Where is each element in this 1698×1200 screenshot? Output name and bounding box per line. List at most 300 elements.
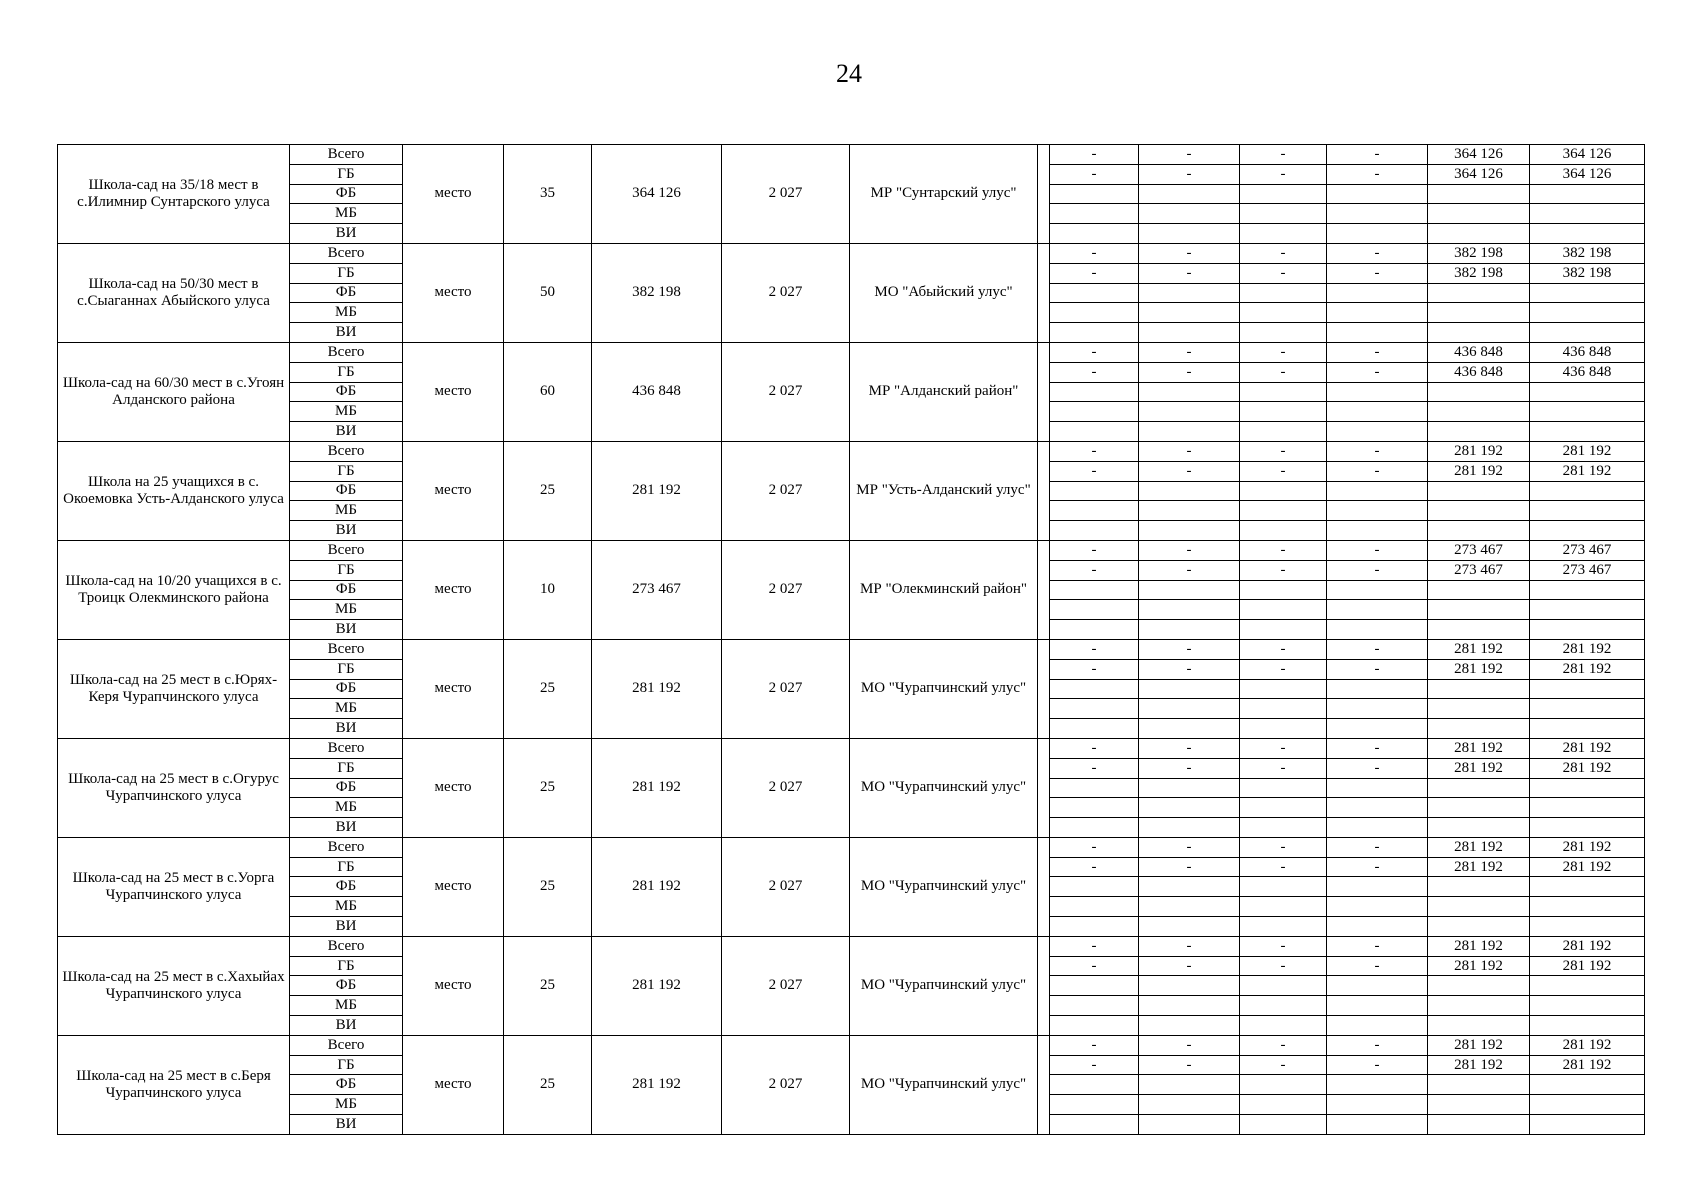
value-cell: 281 192 [1428, 441, 1530, 461]
value-cell [1428, 1075, 1530, 1095]
value-cell [1530, 600, 1645, 620]
value-cell [1530, 818, 1645, 838]
value-cell [1050, 917, 1139, 937]
value-cell [1050, 1075, 1139, 1095]
cost-cell: 281 192 [592, 936, 722, 1035]
table-row [58, 837, 1645, 857]
value-cell [1327, 521, 1428, 541]
value-cell: 436 848 [1530, 362, 1645, 382]
value-cell [1240, 323, 1327, 343]
value-cell [1428, 402, 1530, 422]
value-cell: 281 192 [1530, 441, 1645, 461]
value-cell: 382 198 [1428, 263, 1530, 283]
year-cell: 2 027 [722, 243, 850, 342]
value-cell [1428, 897, 1530, 917]
value-cell [1530, 283, 1645, 303]
value-cell [1530, 204, 1645, 224]
value-cell: - [1240, 362, 1327, 382]
capacity-cell: 25 [504, 639, 592, 738]
fund-source-label: МБ [290, 996, 403, 1016]
fund-source-label: ВИ [290, 620, 403, 640]
fund-source-label: ФБ [290, 283, 403, 303]
value-cell [1050, 224, 1139, 244]
page-number: 24 [836, 59, 862, 88]
value-cell: - [1139, 145, 1240, 165]
value-cell: - [1050, 263, 1139, 283]
fund-source-label: Всего [290, 639, 403, 659]
value-cell: 281 192 [1530, 1035, 1645, 1055]
value-cell [1530, 620, 1645, 640]
cost-cell: 281 192 [592, 837, 722, 936]
value-cell [1327, 719, 1428, 739]
value-cell: - [1240, 243, 1327, 263]
value-cell [1240, 679, 1327, 699]
municipality-cell: МР "Олекминский район" [850, 540, 1038, 639]
value-cell [1240, 778, 1327, 798]
value-cell [1139, 897, 1240, 917]
cost-cell: 281 192 [592, 1035, 722, 1134]
value-cell: 281 192 [1530, 936, 1645, 956]
unit-cell: место [403, 639, 504, 738]
value-cell: - [1327, 362, 1428, 382]
value-cell [1050, 818, 1139, 838]
value-cell [1428, 620, 1530, 640]
value-cell: - [1327, 956, 1428, 976]
cost-cell: 364 126 [592, 145, 722, 244]
value-cell [1139, 422, 1240, 442]
value-cell [1240, 620, 1327, 640]
year-cell: 2 027 [722, 738, 850, 837]
value-cell [1240, 699, 1327, 719]
value-cell: - [1050, 243, 1139, 263]
value-cell [1050, 600, 1139, 620]
capacity-cell: 35 [504, 145, 592, 244]
value-cell [1139, 877, 1240, 897]
value-cell [1428, 580, 1530, 600]
value-cell: 281 192 [1428, 738, 1530, 758]
value-cell [1327, 699, 1428, 719]
value-cell [1240, 382, 1327, 402]
value-cell [1327, 1016, 1428, 1036]
table-row [58, 342, 1645, 362]
value-cell: 281 192 [1530, 738, 1645, 758]
value-cell: - [1240, 342, 1327, 362]
value-cell: - [1139, 243, 1240, 263]
municipality-cell: МР "Алданский район" [850, 342, 1038, 441]
value-cell [1240, 204, 1327, 224]
value-cell [1050, 303, 1139, 323]
table-row [58, 639, 1645, 659]
value-cell [1050, 323, 1139, 343]
capacity-cell: 25 [504, 441, 592, 540]
value-cell: - [1050, 956, 1139, 976]
value-cell [1240, 1016, 1327, 1036]
fund-source-label: ГБ [290, 1055, 403, 1075]
column-separator [1038, 639, 1050, 738]
value-cell: 436 848 [1428, 362, 1530, 382]
value-cell [1428, 224, 1530, 244]
value-cell: - [1240, 758, 1327, 778]
value-cell [1139, 1016, 1240, 1036]
value-cell [1050, 1095, 1139, 1115]
value-cell: - [1139, 1055, 1240, 1075]
value-cell: - [1240, 263, 1327, 283]
value-cell [1050, 580, 1139, 600]
cost-cell: 436 848 [592, 342, 722, 441]
year-cell: 2 027 [722, 1035, 850, 1134]
fund-source-label: МБ [290, 501, 403, 521]
value-cell [1530, 382, 1645, 402]
value-cell [1428, 481, 1530, 501]
value-cell [1327, 996, 1428, 1016]
value-cell: - [1050, 145, 1139, 165]
value-cell [1327, 600, 1428, 620]
value-cell [1240, 877, 1327, 897]
value-cell [1428, 699, 1530, 719]
year-cell: 2 027 [722, 145, 850, 244]
column-separator [1038, 738, 1050, 837]
value-cell [1050, 283, 1139, 303]
project-name-cell: Школа-сад на 50/30 мест в с.Сыаганнах Абыйского улуса [58, 243, 290, 342]
fund-source-label: ГБ [290, 164, 403, 184]
value-cell [1240, 184, 1327, 204]
value-cell [1050, 521, 1139, 541]
value-cell [1530, 323, 1645, 343]
year-cell: 2 027 [722, 540, 850, 639]
value-cell [1139, 996, 1240, 1016]
value-cell: - [1240, 560, 1327, 580]
value-cell [1428, 877, 1530, 897]
value-cell: 382 198 [1530, 243, 1645, 263]
value-cell: - [1327, 936, 1428, 956]
value-cell [1428, 818, 1530, 838]
value-cell: 281 192 [1530, 857, 1645, 877]
value-cell: - [1139, 342, 1240, 362]
unit-cell: место [403, 441, 504, 540]
value-cell [1139, 1075, 1240, 1095]
value-cell [1327, 798, 1428, 818]
value-cell: - [1139, 362, 1240, 382]
value-cell: - [1240, 461, 1327, 481]
value-cell: - [1139, 639, 1240, 659]
value-cell: - [1139, 461, 1240, 481]
value-cell: - [1139, 738, 1240, 758]
fund-source-label: МБ [290, 204, 403, 224]
column-separator [1038, 145, 1050, 244]
value-cell [1139, 323, 1240, 343]
unit-cell: место [403, 936, 504, 1035]
value-cell: - [1240, 145, 1327, 165]
value-cell [1240, 521, 1327, 541]
value-cell: - [1327, 659, 1428, 679]
value-cell [1327, 877, 1428, 897]
value-cell: 281 192 [1530, 837, 1645, 857]
value-cell [1327, 1095, 1428, 1115]
value-cell: 281 192 [1428, 1035, 1530, 1055]
value-cell [1050, 798, 1139, 818]
value-cell: - [1240, 837, 1327, 857]
value-cell [1327, 422, 1428, 442]
value-cell: - [1050, 1035, 1139, 1055]
value-cell: 281 192 [1530, 659, 1645, 679]
value-cell [1530, 798, 1645, 818]
value-cell [1050, 996, 1139, 1016]
value-cell: - [1240, 164, 1327, 184]
value-cell: - [1050, 758, 1139, 778]
fund-source-label: ФБ [290, 679, 403, 699]
value-cell [1240, 580, 1327, 600]
value-cell [1139, 917, 1240, 937]
value-cell [1530, 521, 1645, 541]
value-cell: 273 467 [1428, 540, 1530, 560]
fund-source-label: Всего [290, 342, 403, 362]
value-cell [1327, 184, 1428, 204]
value-cell: 382 198 [1530, 263, 1645, 283]
value-cell: - [1327, 540, 1428, 560]
value-cell [1050, 382, 1139, 402]
value-cell [1327, 917, 1428, 937]
value-cell: 281 192 [1428, 956, 1530, 976]
value-cell [1428, 323, 1530, 343]
value-cell: - [1240, 857, 1327, 877]
table-row [58, 936, 1645, 956]
column-separator [1038, 441, 1050, 540]
value-cell: - [1050, 837, 1139, 857]
project-name-cell: Школа-сад на 10/20 учащихся в с. Троицк Олекминского района [58, 540, 290, 639]
value-cell [1139, 402, 1240, 422]
value-cell: 273 467 [1530, 540, 1645, 560]
column-separator [1038, 243, 1050, 342]
value-cell [1240, 481, 1327, 501]
fund-source-label: ГБ [290, 362, 403, 382]
table-row [58, 540, 1645, 560]
unit-cell: место [403, 145, 504, 244]
year-cell: 2 027 [722, 639, 850, 738]
value-cell [1240, 224, 1327, 244]
value-cell: 364 126 [1530, 145, 1645, 165]
value-cell [1327, 679, 1428, 699]
value-cell [1530, 402, 1645, 422]
value-cell [1139, 1095, 1240, 1115]
value-cell [1139, 184, 1240, 204]
table-row [58, 441, 1645, 461]
value-cell [1139, 719, 1240, 739]
value-cell [1327, 976, 1428, 996]
value-cell [1139, 283, 1240, 303]
value-cell [1050, 897, 1139, 917]
value-cell [1139, 620, 1240, 640]
value-cell [1327, 818, 1428, 838]
value-cell [1428, 976, 1530, 996]
value-cell: 281 192 [1428, 659, 1530, 679]
value-cell [1240, 719, 1327, 739]
value-cell [1240, 283, 1327, 303]
municipality-cell: МР "Усть-Алданский улус" [850, 441, 1038, 540]
value-cell [1327, 778, 1428, 798]
value-cell [1050, 481, 1139, 501]
fund-source-label: ВИ [290, 521, 403, 541]
value-cell [1240, 1075, 1327, 1095]
value-cell [1327, 283, 1428, 303]
value-cell: - [1139, 857, 1240, 877]
fund-source-label: ФБ [290, 184, 403, 204]
fund-source-label: МБ [290, 402, 403, 422]
value-cell [1530, 422, 1645, 442]
value-cell [1050, 778, 1139, 798]
fund-source-label: ГБ [290, 758, 403, 778]
value-cell [1530, 699, 1645, 719]
value-cell: - [1050, 164, 1139, 184]
value-cell [1428, 719, 1530, 739]
value-cell [1139, 204, 1240, 224]
project-name-cell: Школа-сад на 25 мест в с.Беря Чурапчинского улуса [58, 1035, 290, 1134]
value-cell [1428, 1016, 1530, 1036]
year-cell: 2 027 [722, 441, 850, 540]
value-cell [1050, 204, 1139, 224]
value-cell: - [1050, 738, 1139, 758]
fund-source-label: ВИ [290, 224, 403, 244]
fund-source-label: ГБ [290, 857, 403, 877]
value-cell [1139, 818, 1240, 838]
unit-cell: место [403, 243, 504, 342]
value-cell [1327, 501, 1428, 521]
value-cell [1139, 521, 1240, 541]
value-cell [1530, 917, 1645, 937]
project-name-cell: Школа-сад на 60/30 мест в с.Угоян Алданского района [58, 342, 290, 441]
cost-cell: 281 192 [592, 738, 722, 837]
value-cell [1530, 1095, 1645, 1115]
value-cell [1530, 778, 1645, 798]
value-cell: - [1050, 362, 1139, 382]
fund-source-label: Всего [290, 441, 403, 461]
value-cell: 364 126 [1530, 164, 1645, 184]
cost-cell: 281 192 [592, 639, 722, 738]
value-cell: - [1240, 936, 1327, 956]
value-cell: 281 192 [1530, 956, 1645, 976]
fund-source-label: ФБ [290, 580, 403, 600]
table-row [58, 145, 1645, 165]
municipality-cell: МО "Чурапчинский улус" [850, 1035, 1038, 1134]
value-cell [1139, 382, 1240, 402]
fund-source-label: МБ [290, 699, 403, 719]
value-cell [1240, 402, 1327, 422]
value-cell [1428, 283, 1530, 303]
fund-source-label: МБ [290, 897, 403, 917]
value-cell: 382 198 [1428, 243, 1530, 263]
value-cell [1428, 184, 1530, 204]
capacity-cell: 60 [504, 342, 592, 441]
capacity-cell: 50 [504, 243, 592, 342]
fund-source-label: Всего [290, 145, 403, 165]
value-cell [1139, 699, 1240, 719]
fund-source-label: Всего [290, 936, 403, 956]
value-cell: - [1327, 837, 1428, 857]
value-cell [1530, 1016, 1645, 1036]
value-cell [1530, 501, 1645, 521]
fund-source-label: МБ [290, 1095, 403, 1115]
value-cell: 364 126 [1428, 145, 1530, 165]
value-cell [1530, 719, 1645, 739]
year-cell: 2 027 [722, 837, 850, 936]
value-cell [1530, 184, 1645, 204]
value-cell: - [1139, 837, 1240, 857]
unit-cell: место [403, 738, 504, 837]
value-cell: - [1139, 164, 1240, 184]
value-cell: - [1139, 540, 1240, 560]
value-cell [1050, 877, 1139, 897]
fund-source-label: ФБ [290, 481, 403, 501]
value-cell: 273 467 [1428, 560, 1530, 580]
value-cell [1050, 620, 1139, 640]
fund-source-label: ФБ [290, 1075, 403, 1095]
value-cell: - [1327, 560, 1428, 580]
value-cell: - [1139, 659, 1240, 679]
value-cell [1428, 600, 1530, 620]
value-cell [1050, 184, 1139, 204]
value-cell [1139, 303, 1240, 323]
capacity-cell: 25 [504, 936, 592, 1035]
fund-source-label: ВИ [290, 1115, 403, 1135]
value-cell [1240, 897, 1327, 917]
capacity-cell: 25 [504, 837, 592, 936]
fund-source-label: ФБ [290, 976, 403, 996]
value-cell [1428, 303, 1530, 323]
value-cell: - [1139, 956, 1240, 976]
value-cell: - [1050, 639, 1139, 659]
municipality-cell: МО "Чурапчинский улус" [850, 639, 1038, 738]
value-cell: - [1050, 936, 1139, 956]
table-row [58, 1035, 1645, 1055]
value-cell: - [1327, 639, 1428, 659]
value-cell: - [1240, 738, 1327, 758]
fund-source-label: МБ [290, 600, 403, 620]
value-cell: - [1327, 164, 1428, 184]
value-cell [1240, 996, 1327, 1016]
value-cell: - [1139, 560, 1240, 580]
value-cell [1327, 204, 1428, 224]
fund-source-label: Всего [290, 738, 403, 758]
value-cell [1139, 1115, 1240, 1135]
value-cell [1327, 382, 1428, 402]
unit-cell: место [403, 1035, 504, 1134]
value-cell [1139, 580, 1240, 600]
value-cell [1428, 1095, 1530, 1115]
value-cell [1139, 976, 1240, 996]
fund-source-label: ГБ [290, 659, 403, 679]
value-cell [1428, 382, 1530, 402]
fund-source-label: Всего [290, 837, 403, 857]
value-cell [1240, 501, 1327, 521]
value-cell [1327, 1075, 1428, 1095]
value-cell [1050, 976, 1139, 996]
fund-source-label: МБ [290, 303, 403, 323]
value-cell [1428, 1115, 1530, 1135]
value-cell [1530, 1115, 1645, 1135]
fund-source-label: ВИ [290, 917, 403, 937]
fund-source-label: Всего [290, 243, 403, 263]
value-cell [1327, 303, 1428, 323]
investment-table [57, 144, 1645, 1135]
value-cell [1530, 976, 1645, 996]
value-cell: 281 192 [1428, 758, 1530, 778]
value-cell: - [1240, 659, 1327, 679]
capacity-cell: 25 [504, 738, 592, 837]
value-cell [1050, 501, 1139, 521]
value-cell: - [1050, 342, 1139, 362]
municipality-cell: МО "Чурапчинский улус" [850, 936, 1038, 1035]
value-cell [1327, 897, 1428, 917]
value-cell [1530, 877, 1645, 897]
